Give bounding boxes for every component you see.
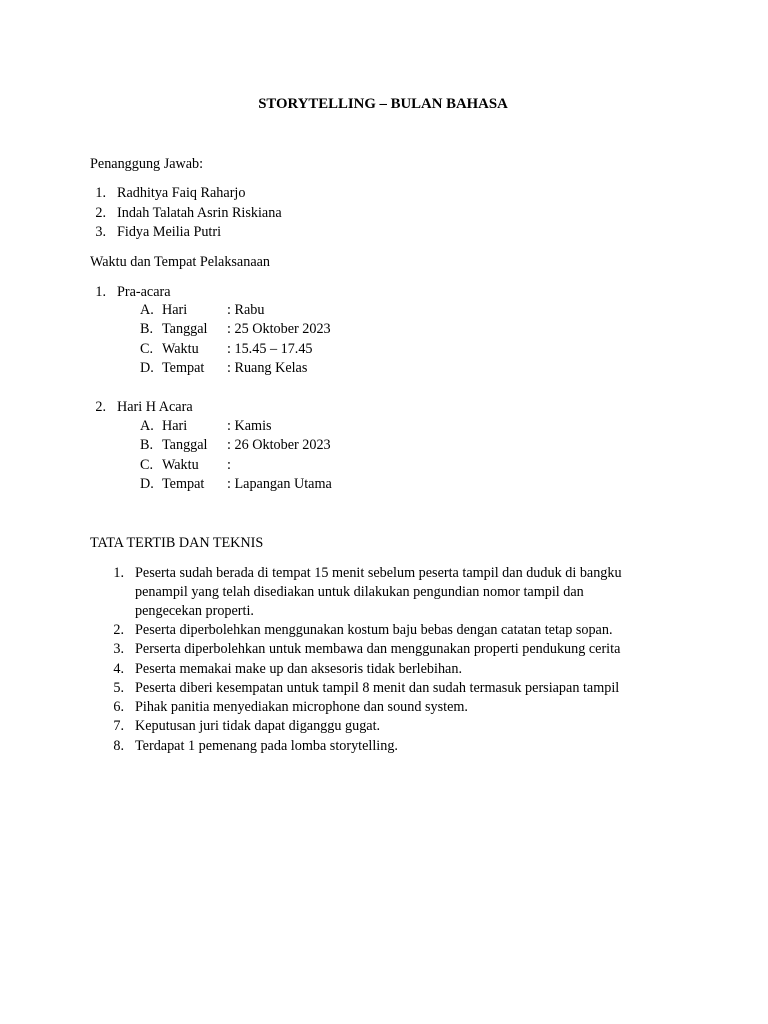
row-label: Hari bbox=[162, 418, 188, 434]
list-text-line: Peserta memakai make up dan aksesoris tidak berlebihan. bbox=[135, 661, 462, 677]
list-text-line: pengecekan properti. bbox=[135, 603, 254, 619]
row-letter: A. bbox=[140, 418, 154, 434]
list-number: 3. bbox=[113, 641, 124, 657]
list-text-line: Keputusan juri tidak dapat diganggu gugat. bbox=[135, 718, 381, 734]
document-title: STORYTELLING – BULAN BAHASA bbox=[258, 96, 508, 112]
row-label: Tempat bbox=[162, 476, 205, 492]
row-label: Waktu bbox=[162, 457, 199, 473]
row-value: : Rabu bbox=[227, 302, 265, 318]
row-value: : 15.45 – 17.45 bbox=[227, 341, 313, 357]
row-letter: C. bbox=[140, 457, 154, 473]
list-number: 3. bbox=[95, 224, 106, 240]
list-number: 7. bbox=[113, 718, 124, 734]
tata-tertib-heading: TATA TERTIB DAN TEKNIS bbox=[90, 535, 264, 551]
penanggung-jawab-heading: Penanggung Jawab: bbox=[90, 156, 204, 172]
list-text-line: penampil yang telah disediakan untuk dilakukan pengundian nomor tampil dan bbox=[135, 584, 584, 600]
section-number: 1. bbox=[95, 284, 106, 300]
section-label: Hari H Acara bbox=[117, 399, 193, 415]
list-number: 6. bbox=[113, 699, 124, 715]
row-value: : 25 Oktober 2023 bbox=[227, 321, 331, 337]
row-value: : 26 Oktober 2023 bbox=[227, 437, 331, 453]
section-label: Pra-acara bbox=[117, 284, 171, 300]
list-text-line: Pihak panitia menyediakan microphone dan sound system. bbox=[135, 699, 468, 715]
list-number: 1. bbox=[95, 185, 106, 201]
row-letter: B. bbox=[140, 321, 154, 337]
row-value: : Ruang Kelas bbox=[227, 360, 308, 376]
list-text-line: Peserta sudah berada di tempat 15 menit sebelum peserta tampil dan duduk di bangku bbox=[135, 565, 622, 581]
list-number: 1. bbox=[113, 565, 124, 581]
section-number: 2. bbox=[95, 399, 106, 415]
row-letter: D. bbox=[140, 360, 154, 376]
row-value: : Lapangan Utama bbox=[227, 476, 332, 492]
row-label: Tanggal bbox=[162, 437, 208, 453]
row-label: Tanggal bbox=[162, 321, 208, 337]
list-number: 2. bbox=[95, 205, 106, 221]
row-value: : Kamis bbox=[227, 418, 272, 434]
list-text-line: Perserta diperbolehkan untuk membawa dan menggunakan properti pendukung cerita bbox=[135, 641, 621, 657]
list-number: 8. bbox=[113, 738, 124, 754]
list-number: 2. bbox=[113, 622, 124, 638]
list-text-line: Peserta diperbolehkan menggunakan kostum baju bebas dengan catatan tetap sopan. bbox=[135, 622, 613, 638]
row-label: Tempat bbox=[162, 360, 205, 376]
list-text: Indah Talatah Asrin Riskiana bbox=[117, 205, 282, 221]
row-letter: D. bbox=[140, 476, 154, 492]
row-letter: B. bbox=[140, 437, 154, 453]
list-text: Radhitya Faiq Raharjo bbox=[117, 185, 246, 201]
row-label: Waktu bbox=[162, 341, 199, 357]
row-letter: C. bbox=[140, 341, 154, 357]
row-letter: A. bbox=[140, 302, 154, 318]
list-text-line: Terdapat 1 pemenang pada lomba storytelling. bbox=[135, 738, 398, 754]
row-value: : bbox=[227, 457, 231, 473]
list-text: Fidya Meilia Putri bbox=[117, 224, 222, 240]
waktu-tempat-heading: Waktu dan Tempat Pelaksanaan bbox=[90, 254, 271, 270]
list-number: 5. bbox=[113, 680, 124, 696]
list-number: 4. bbox=[113, 661, 124, 677]
list-text-line: Peserta diberi kesempatan untuk tampil 8 menit dan sudah termasuk persiapan tampil bbox=[135, 680, 620, 696]
row-label: Hari bbox=[162, 302, 188, 318]
